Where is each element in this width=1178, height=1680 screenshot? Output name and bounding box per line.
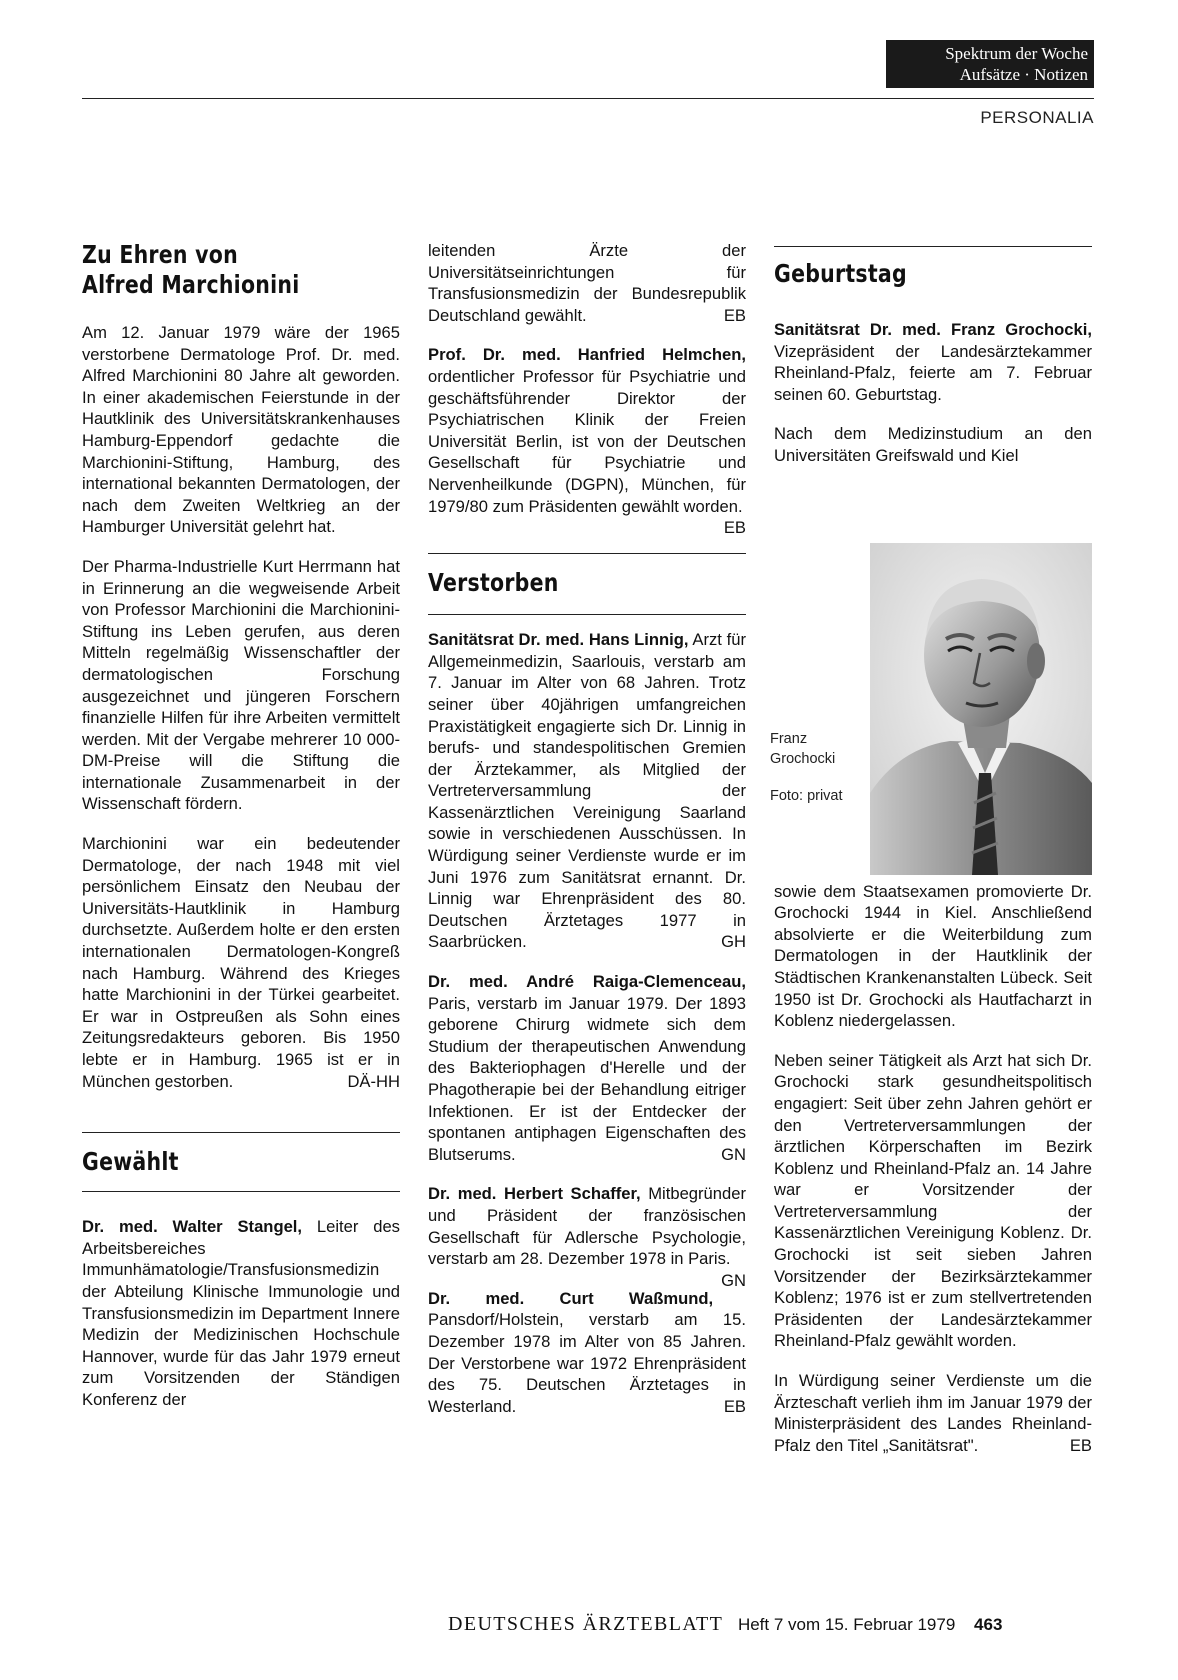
ehren-p3-text: Marchionini war ein bedeutender Dermatologe, der nach 1948 mit viel persönlichem Einsatz den Neubau der Universitäts-Hautklinik in Hamburg durchsetzte. Außerdem holte er den ersten internationalen Dermatologen-Kongreß nach Hamburg. Während des Krieges hatte Marchionini in der Türkei gearbeitet. Er war in Ostpreußen als Sohn eines Zeitungsredakteurs geboren. Bis 1950 lebte er in Hamburg. 1965 ist er in München gestorben. [82,834,400,1091]
person-name: Sanitätsrat Dr. med. Hans Linnig, [428,630,689,650]
signature: GH [721,932,746,952]
title-line-2: Alfred Marchionini [82,270,300,299]
stangel-text: Leiter des Arbeitsbereiches Immunhämatologie/Transfusionsmedizin der Abteilung Klinische Immunologie und Transfusionsmedizin im Department Innere Medizin der Medizinischen Hochschule Hannover, wurde für das Jahr 1979 erneut zum Vorsitzenden der Ständigen Konferenz der [82,1217,400,1409]
signature: EB [723,1396,746,1416]
signature: DÄ-HH [347,1071,400,1091]
raiga-text: Paris, verstarb im Januar 1979. Der 1893 geborene Chirurg widmete sich dem Studium der therapeutischen Anwendung des Bakteriophagen d'Herelle und der Phagotherapie bei der Behandlung eitriger Infektionen. Er ist der Entdecker der spontanen antiphagen Eigenschaften des Blutserums. [428,993,746,1164]
signature: GN [721,1144,746,1164]
person-name: Prof. Dr. med. Hanfried Helmchen, [428,345,746,365]
linnig-entry [428,629,746,953]
caption-name-line1: Franz [770,731,808,747]
header-box-line2: Aufsätze · Notizen [959,65,1088,84]
grochocki-paragraph-2a: Nach dem Medizinstudium an den Universitäten Greifswald und Kiel [774,424,1092,465]
publication-name: DEUTSCHES ÄRZTEBLATT [448,1613,724,1635]
column-1 [82,240,400,1411]
caption-name-line2: Grochocki [770,751,836,767]
header-rule [82,98,1094,99]
stangel-text-cont: leitenden Ärzte der Universitätseinrichtungen für Transfusionsmedizin der Bundesrepublik Deutschland gewählt. [428,241,746,325]
person-name: Dr. med. André Raiga-Clemenceau, [428,972,746,992]
person-name: Dr. med. Herbert Schaffer, [428,1184,641,1204]
portrait-photo [870,543,1092,875]
stangel-continued [428,240,746,326]
person-name: Sanitätsrat Dr. med. Franz Grochocki, [774,320,1092,339]
section-tag: PERSONALIA [980,108,1094,127]
linnig-text: Arzt für Allgemeinmedizin, Saarlouis, verstarb am 7. Januar im Alter von 68 Jahren. Trotz seiner über 40jährigen umfangreichen Praxistätigkeit engagierte sich Dr. Linnig in berufs- und standespolitischen Gremien der Ärztekammer, als Mitglied der Vertreterversammlung der Kassenärztlichen Vereinigung Saarland sowie in verschiedenen Ausschüssen. In Würdigung seiner Verdienste wurde er im Juni 1976 zum Sanitätsrat ernannt. Dr. Linnig war Ehrenpräsident des 80. Deutschen Ärztetages 1977 in Saarbrücken. [428,630,746,952]
grochocki-entry [774,319,1092,405]
section-title-gewaehlt: Gewählt [82,1147,179,1177]
helmchen-entry [428,344,746,538]
ehren-paragraph-1: Am 12. Januar 1979 wäre der 1965 verstorbene Dermatologe Prof. Dr. med. Alfred Marchionini 80 Jahre alt geworden. In einer akademischen Feierstunde in der Hautklinik des Universitätskrankenhauses Hamburg-Eppendorf gedachte die Marchionini-Stiftung, Hamburg, des international bekannten Dermatologen, der nach dem Zweiten Weltkrieg an der Hamburger Universität gelehrt hat. [82,323,400,537]
raiga-entry [428,971,746,1165]
column-2 [428,240,746,1417]
grochocki-paragraph-2b: sowie dem Staatsexamen promovierte Dr. Grochocki 1944 in Kiel. Anschließend absolvierte er die Weiterbildung zum Dermatologen in der Hautklinik der Städtischen Krankenanstalten Lübeck. Seit 1950 ist Dr. Grochocki als Hautfacharzt in Koblenz niedergelassen. [774,881,1092,1031]
section-title-geburtstag: Geburtstag [774,259,907,288]
title-line-1: Zu Ehren von [82,240,238,269]
ehren-paragraph-2: Der Pharma-Industrielle Kurt Herrmann hat in Erinnerung an die wegweisende Arbeit von Professor Marchionini die Marchionini-Stiftung ins Leben gerufen, aus deren Mitteln regelmäßig Wissenschaftler der dermatologischen Forschung ausgezeichnet und jüngeren Forschern finanzielle Hilfen für ihre Arbeiten vermittelt werden. Mit der Vergabe mehrerer 10 000-DM-Preise will die Stiftung die internationale Zusammenarbeit in der Wissenschaft fördern. [82,556,400,814]
ehren-paragraph-3 [82,833,400,1092]
signature: EB [723,518,746,538]
issue-info: Heft 7 vom 15. Februar 1979 [737,1615,956,1634]
schaffer-text: Mitbegründer und Präsident der französischen Gesellschaft für Adlersche Psychologie, verstarb am 28. Dezember 1978 in Paris. [428,1184,746,1269]
article-title-ehren [82,240,343,300]
wassmund-entry [428,1288,746,1418]
schaffer-entry [428,1183,746,1290]
photo-credit: Foto: privat [770,788,843,804]
person-name: Dr. med. Walter Stangel, [82,1217,303,1237]
page-number: 463 [974,1615,1003,1634]
grochocki-p4-text: In Würdigung seiner Verdienste um die Ärzteschaft verlieh ihm im Januar 1979 der Ministerpräsident des Landes Rheinland-Pfalz den Titel „Sanitätsrat". [774,1371,1092,1455]
stangel-entry [82,1216,400,1410]
grochocki-paragraph-3: Neben seiner Tätigkeit als Arzt hat sich Dr. Grochocki stark gesundheitspolitisch engagiert: Seit über zehn Jahren gehört er den Vertreterversammlungen der ärztlichen Körperschaften im Bezirk Koblenz und Rheinland-Pfalz an. 14 Jahre war er Vorsitzender der Vertreterversammlung der Kassenärztlichen Vereinigung Koblenz. Dr. Grochocki ist seit sieben Jahren Vorsitzender der Bezirksärztekammer Koblenz; 1976 ist er zum stellvertretenden Präsidenten der Landesärztekammer Rheinland-Pfalz gewählt worden. [774,1050,1092,1351]
person-name: Dr. med. Curt Waßmund, [428,1288,714,1308]
helmchen-text: ordentlicher Professor für Psychiatrie und geschäftsführender Direktor der Psychiatrischen Klinik der Freien Universität Berlin, ist von der Deutschen Gesellschaft für Psychiatrie und Nervenheilkunde (DGPN), München, für 1979/80 zum Präsidenten gewählt worden. [428,366,746,516]
portrait-image [870,543,1092,875]
wassmund-text: Pansdorf/Holstein, verstarb am 15. Dezember 1978 im Alter von 85 Jahren. Der Verstorbene war 1972 Ehrenpräsident des 75. Deutschen Ärztetages in Westerland. [428,1310,746,1416]
grochocki-text: Vizepräsident der Landesärztekammer Rheinland-Pfalz, feierte am 7. Februar seinen 60. Geburtstag. [774,341,1092,404]
photo-caption [770,729,835,769]
page-footer [448,1613,1002,1636]
section-header-box [886,40,1094,88]
grochocki-paragraph-4 [774,1370,1092,1456]
signature: EB [723,305,746,325]
signature: EB [1069,1435,1092,1455]
signature: GN [721,1270,746,1290]
header-box-line1: Spektrum der Woche [945,44,1088,63]
section-title-verstorben: Verstorben [428,568,559,598]
